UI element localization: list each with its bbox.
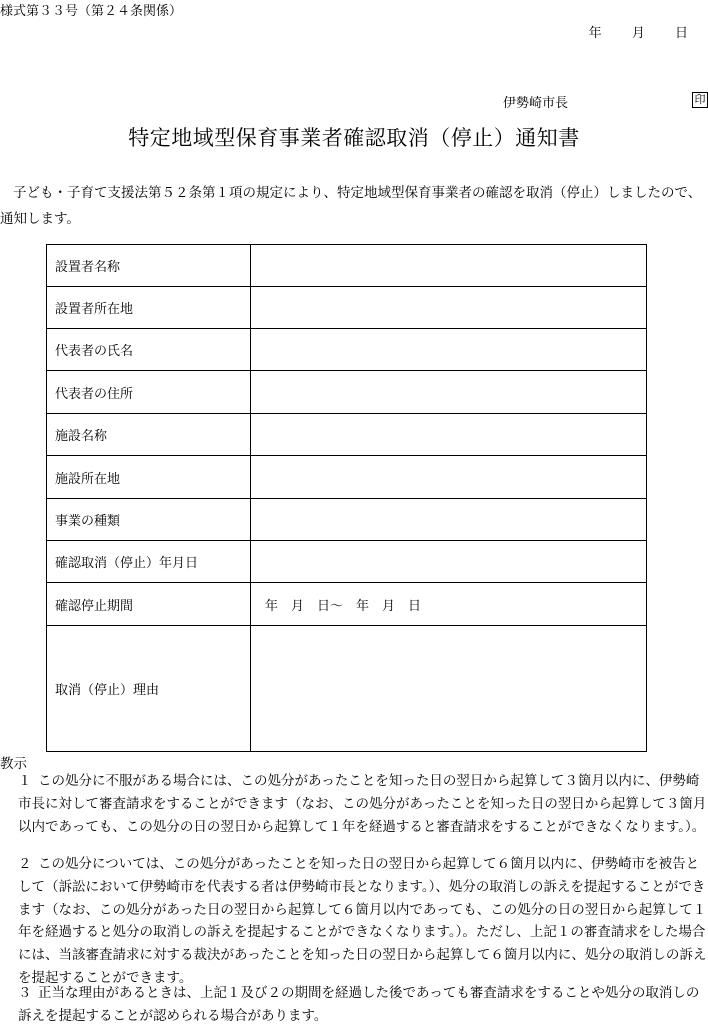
row-label: 施設名称 (47, 414, 251, 456)
table-row (47, 371, 647, 414)
table-row (47, 626, 647, 752)
row-label: 代表者の氏名 (47, 329, 251, 371)
row-label: 確認取消（停止）年月日 (47, 541, 251, 583)
table-row (47, 499, 647, 541)
row-value (251, 245, 647, 287)
row-value (251, 626, 647, 752)
issuer-name: 伊勢崎市長 (503, 96, 569, 111)
notes-heading: 教示 (0, 756, 27, 772)
date-year: 年 (588, 26, 602, 41)
document-title: 特定地域型保育事業者確認取消（停止）通知書 (128, 126, 580, 150)
row-label: 取消（停止）理由 (47, 626, 251, 752)
table-row (47, 583, 647, 626)
form-number: 様式第３３号（第２４条関係） (0, 4, 183, 19)
table-row (47, 287, 647, 329)
note-item (18, 770, 708, 838)
row-label: 設置者所在地 (47, 287, 251, 329)
note-item (18, 853, 708, 990)
table-row (47, 456, 647, 499)
intro-paragraph: 子ども・子育て支援法第５２条第１項の規定により、特定地域型保育事業者の確認を取消（停止）しましたので、通知します。 (0, 185, 702, 227)
note-number: １ (18, 773, 32, 789)
row-value (251, 414, 647, 456)
row-label: 事業の種類 (47, 499, 251, 541)
row-value (251, 329, 647, 371)
row-value (251, 287, 647, 329)
table-row (47, 541, 647, 583)
table-row (47, 329, 647, 371)
info-table (46, 244, 647, 752)
note-number: ３ (18, 985, 32, 1001)
note-number: ２ (18, 856, 32, 872)
note-text: この処分については、この処分があったことを知った日の翌日から起算して６箇月以内に、伊勢崎市を被告として（訴訟において伊勢崎市を代表する者は伊勢崎市長となります。）、処分の取消しの訴えを提起することができます（なお、この処分があった日の翌日から起算して６箇月以内であっても、この処分の日の翌日から起算して１年を経過すると処分の取消しの訴えを提起することができなくなります。）。ただし、上記１の審査請求をした場合には、当該審査請求に対する裁決があったことを知った日の翌日から起算して６箇月以内に、処分の取消しの訴えを提起することができます。 (18, 856, 707, 986)
row-value (251, 456, 647, 499)
row-label: 確認停止期間 (47, 583, 251, 626)
note-text: 正当な理由があるときは、上記１及び２の期間を経過した後であっても審査請求をすることや処分の取消しの訴えを提起することが認められる場合があります。 (18, 985, 700, 1024)
suspension-period-value: 年 月 日～ 年 月 日 (251, 583, 647, 626)
row-label: 代表者の住所 (47, 371, 251, 414)
date-day: 日 (674, 26, 688, 41)
table-row (47, 245, 647, 287)
row-value (251, 371, 647, 414)
note-item (18, 982, 708, 1028)
date-month: 月 (631, 26, 645, 41)
row-label: 施設所在地 (47, 456, 251, 499)
row-value (251, 499, 647, 541)
table-row (47, 414, 647, 456)
issue-date (563, 22, 688, 41)
row-label: 設置者名称 (47, 245, 251, 287)
seal-mark: 印 (692, 92, 708, 108)
note-text: この処分に不服がある場合には、この処分があったことを知った日の翌日から起算して３箇月以内に、伊勢崎市長に対して審査請求をすることができます（なお、この処分があったことを知った日の翌日から起算して３箇月以内であっても、この処分の日の翌日から起算して１年を経過すると審査請求をすることができなくなります。）。 (18, 773, 707, 835)
row-value (251, 541, 647, 583)
